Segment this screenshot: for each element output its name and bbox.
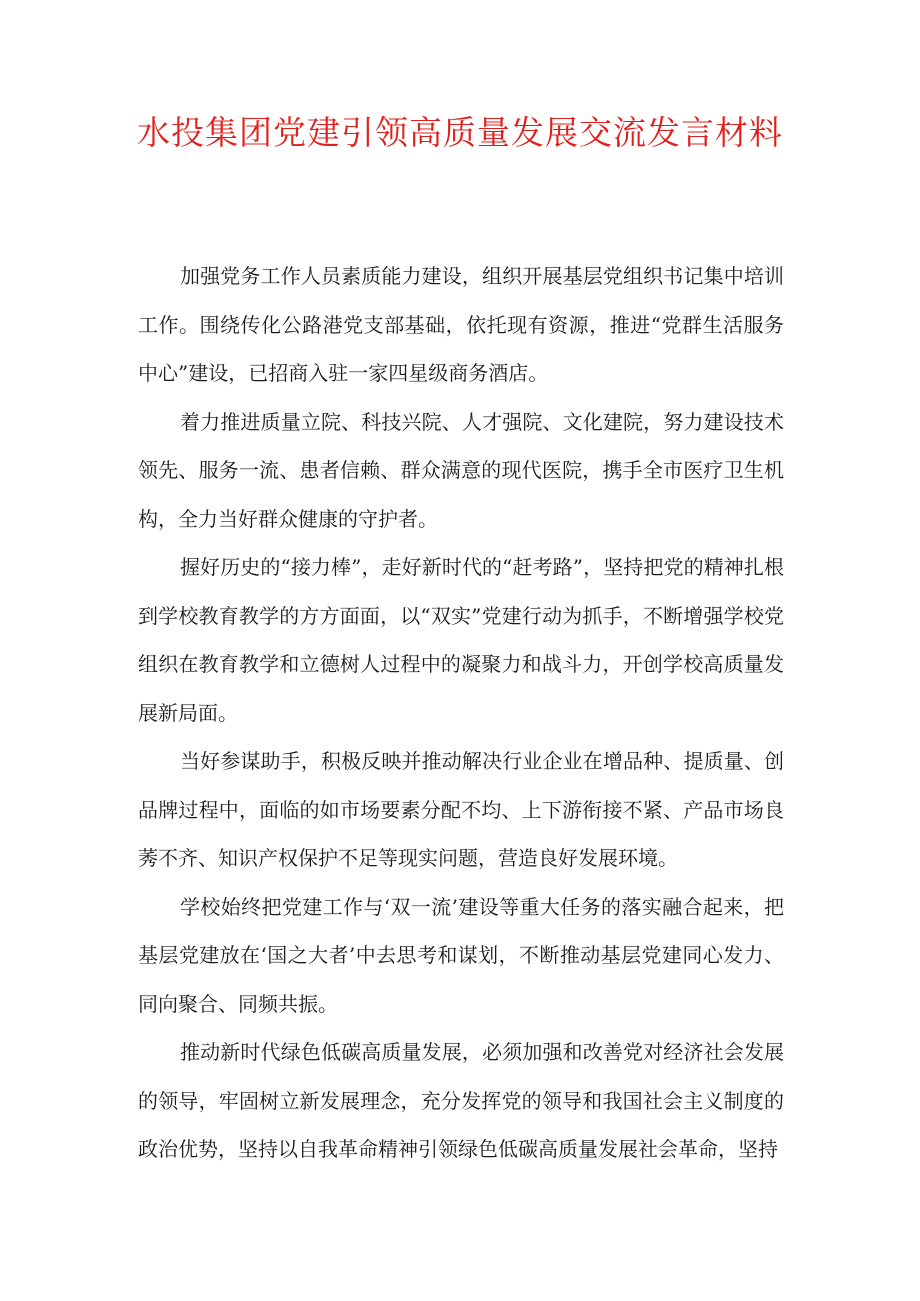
paragraph: 握好历史的“接力棒”，走好新时代的“赶考路”，坚持把党的精神扎根到学校教育教学的方方面面，以“双实”党建行动为抓手，不断增强学校党组织在教育教学和立德树人过程中的凝聚力和战斗力，开创学校高质量发展新局面。: [138, 555, 784, 725]
paragraph: 加强党务工作人员素质能力建设，组织开展基层党组织书记集中培训工作。围绕传化公路港党支部基础，依托现有资源，推进“党群生活服务中心”建设，已招商入驻一家四星级商务酒店。: [138, 264, 784, 385]
paragraph: 推动新时代绿色低碳高质量发展，必须加强和改善党对经济社会发展的领导，牢固树立新发展理念，充分发挥党的领导和我国社会主义制度的政治优势，坚持以自我革命精神引领绿色低碳高质量发展社会革命，坚持: [138, 1040, 784, 1161]
paragraph: 着力推进质量立院、科技兴院、人才强院、文化建院，努力建设技术领先、服务一流、患者信赖、群众满意的现代医院，携手全市医疗卫生机构，全力当好群众健康的守护者。: [138, 409, 784, 531]
document-body: [138, 252, 784, 1174]
document-title: 水投集团党建引领高质量发展交流发言材料: [137, 113, 783, 152]
paragraph: 学校始终把党建工作与‘双一流’建设等重大任务的落实融合起来，把基层党建放在‘国之大者’中去思考和谋划，不断推动基层党建同心发力、同向聚合、同频共振。: [138, 894, 784, 1016]
paragraph: 当好参谋助手，积极反映并推动解决行业企业在增品种、提质量、创品牌过程中，面临的如市场要素分配不均、上下游衔接不紧、产品市场良莠不齐、知识产权保护不足等现实问题，营造良好发展环境。: [138, 749, 784, 870]
